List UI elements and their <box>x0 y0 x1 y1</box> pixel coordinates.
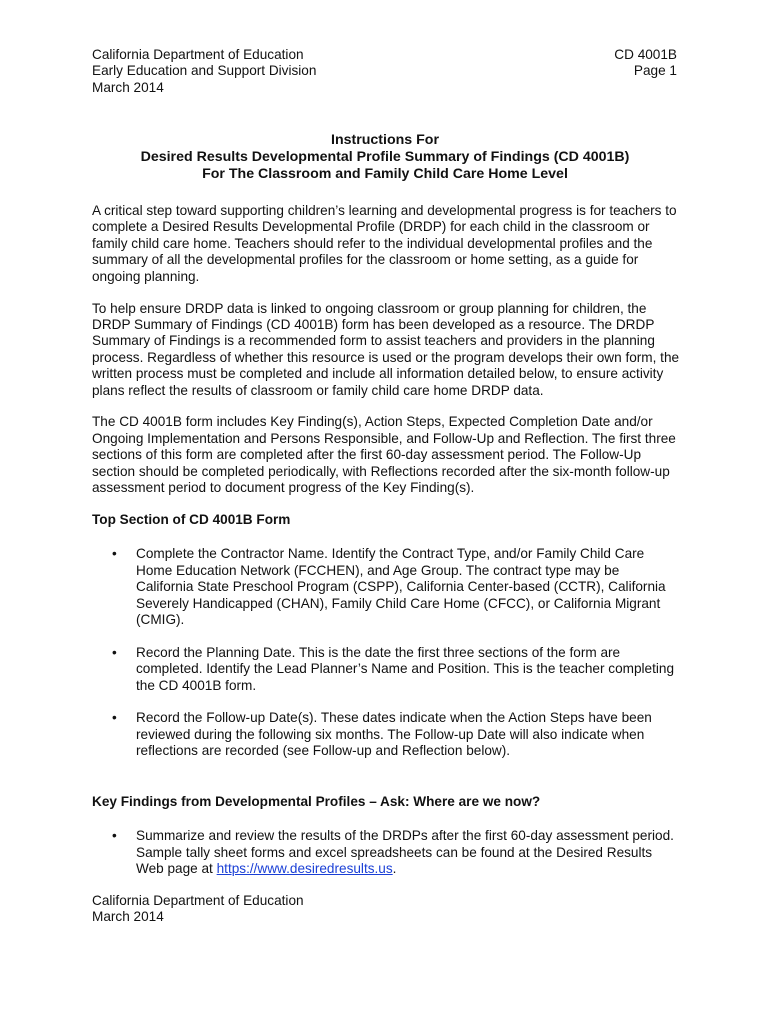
list-item-end: . <box>392 861 397 877</box>
title-line-1: Instructions For <box>331 132 439 148</box>
desired-results-link[interactable]: https://www.desiredresults.us <box>216 861 393 877</box>
header-division: Early Education and Support Division <box>92 63 317 79</box>
list-item-text: Record the Follow-up Date(s). These dates indicate when the Action Steps have been reviewed during the following six months. The Follow-up Date will also indicate when reflections are recorded (see Follow-up and Reflection below). <box>136 710 652 759</box>
purpose-paragraph: To help ensure DRDP data is linked to ongoing classroom or group planning for children, the DRDP Summary of Findings (CD 4001B) form has been developed as a resource. The DRDP Summary of Findings is a recommended form to assist teachers and providers in the planning process. Regardless of whether this resource is used or the program develops their own form, the written process must be completed and include all information detailed below, to ensure activity plans reflect the results of classroom or family child care home DRDP data. <box>92 300 680 398</box>
list-item-text: Summarize and review the results of the DRDPs after the first 60-day assessment period. Sample tally sheet forms and excel spreadsheets can be found at the Desired Results Web page at <box>136 828 674 877</box>
key-findings-list <box>92 828 680 877</box>
bullet-icon: • <box>112 710 117 726</box>
header-date: March 2014 <box>92 79 164 95</box>
list-item-text: Complete the Contractor Name. Identify the Contract Type, and/or Family Child Care Home Education Network (FCCHEN), and Age Group. The contract type may be California State Preschool Program (CSPP), California Center-based (CCTR), California Severely Handicapped (CHAN), Family Child Care Home (CFCC), or California Migrant (CMIG). <box>136 546 666 628</box>
bullet-icon: • <box>112 644 117 660</box>
footer-department: California Department of Education <box>92 893 304 908</box>
list-item <box>92 828 680 877</box>
document-body <box>92 203 680 894</box>
header-organization <box>92 47 512 96</box>
footer-date: March 2014 <box>92 909 164 925</box>
bullet-icon: • <box>112 828 117 844</box>
top-section-list <box>92 546 680 759</box>
intro-paragraph: A critical step toward supporting children’s learning and developmental progress is for teachers to complete a Desired Results Developmental Profile (DRDP) for each child in the classroom or family child care home. Teachers should refer to the individual developmental profiles and the summary of all the developmental profiles for the classroom or home setting, as a guide for ongoing planning. <box>92 203 677 284</box>
section-heading-top-section: Top Section of CD 4001B Form <box>92 512 291 527</box>
form-sections-paragraph: The CD 4001B form includes Key Finding(s), Action Steps, Expected Completion Date and/or Ongoing Implementation and Persons Responsible, and Follow-Up and Reflection. The first three sections of this form are completed after the first 60-day assessment period. The Follow-Up section should be completed periodically, with Reflections recorded after the six-month follow-up assessment period to document progress of the Key Finding(s). <box>92 414 676 496</box>
header-department: California Department of Education <box>92 47 304 62</box>
page-footer <box>92 893 492 926</box>
section-heading-key-findings: Key Findings from Developmental Profiles – Ask: Where are we now? <box>92 794 541 810</box>
form-code: CD 4001B <box>614 47 677 62</box>
list-item <box>92 645 680 694</box>
bullet-icon: • <box>112 546 117 562</box>
title-line-3: For The Classroom and Family Child Care Home Level <box>202 166 568 182</box>
list-item <box>92 710 680 759</box>
list-item <box>92 546 680 628</box>
list-item-text: Record the Planning Date. This is the date the first three sections of the form are completed. Identify the Lead Planner’s Name and Position. This is the teacher completing the CD 4001B form. <box>136 644 675 693</box>
document-title <box>60 132 710 183</box>
header-form-info <box>477 47 677 80</box>
page-number: Page 1 <box>633 63 677 79</box>
title-line-2: Desired Results Developmental Profile Summary of Findings (CD 4001B) <box>140 149 630 165</box>
